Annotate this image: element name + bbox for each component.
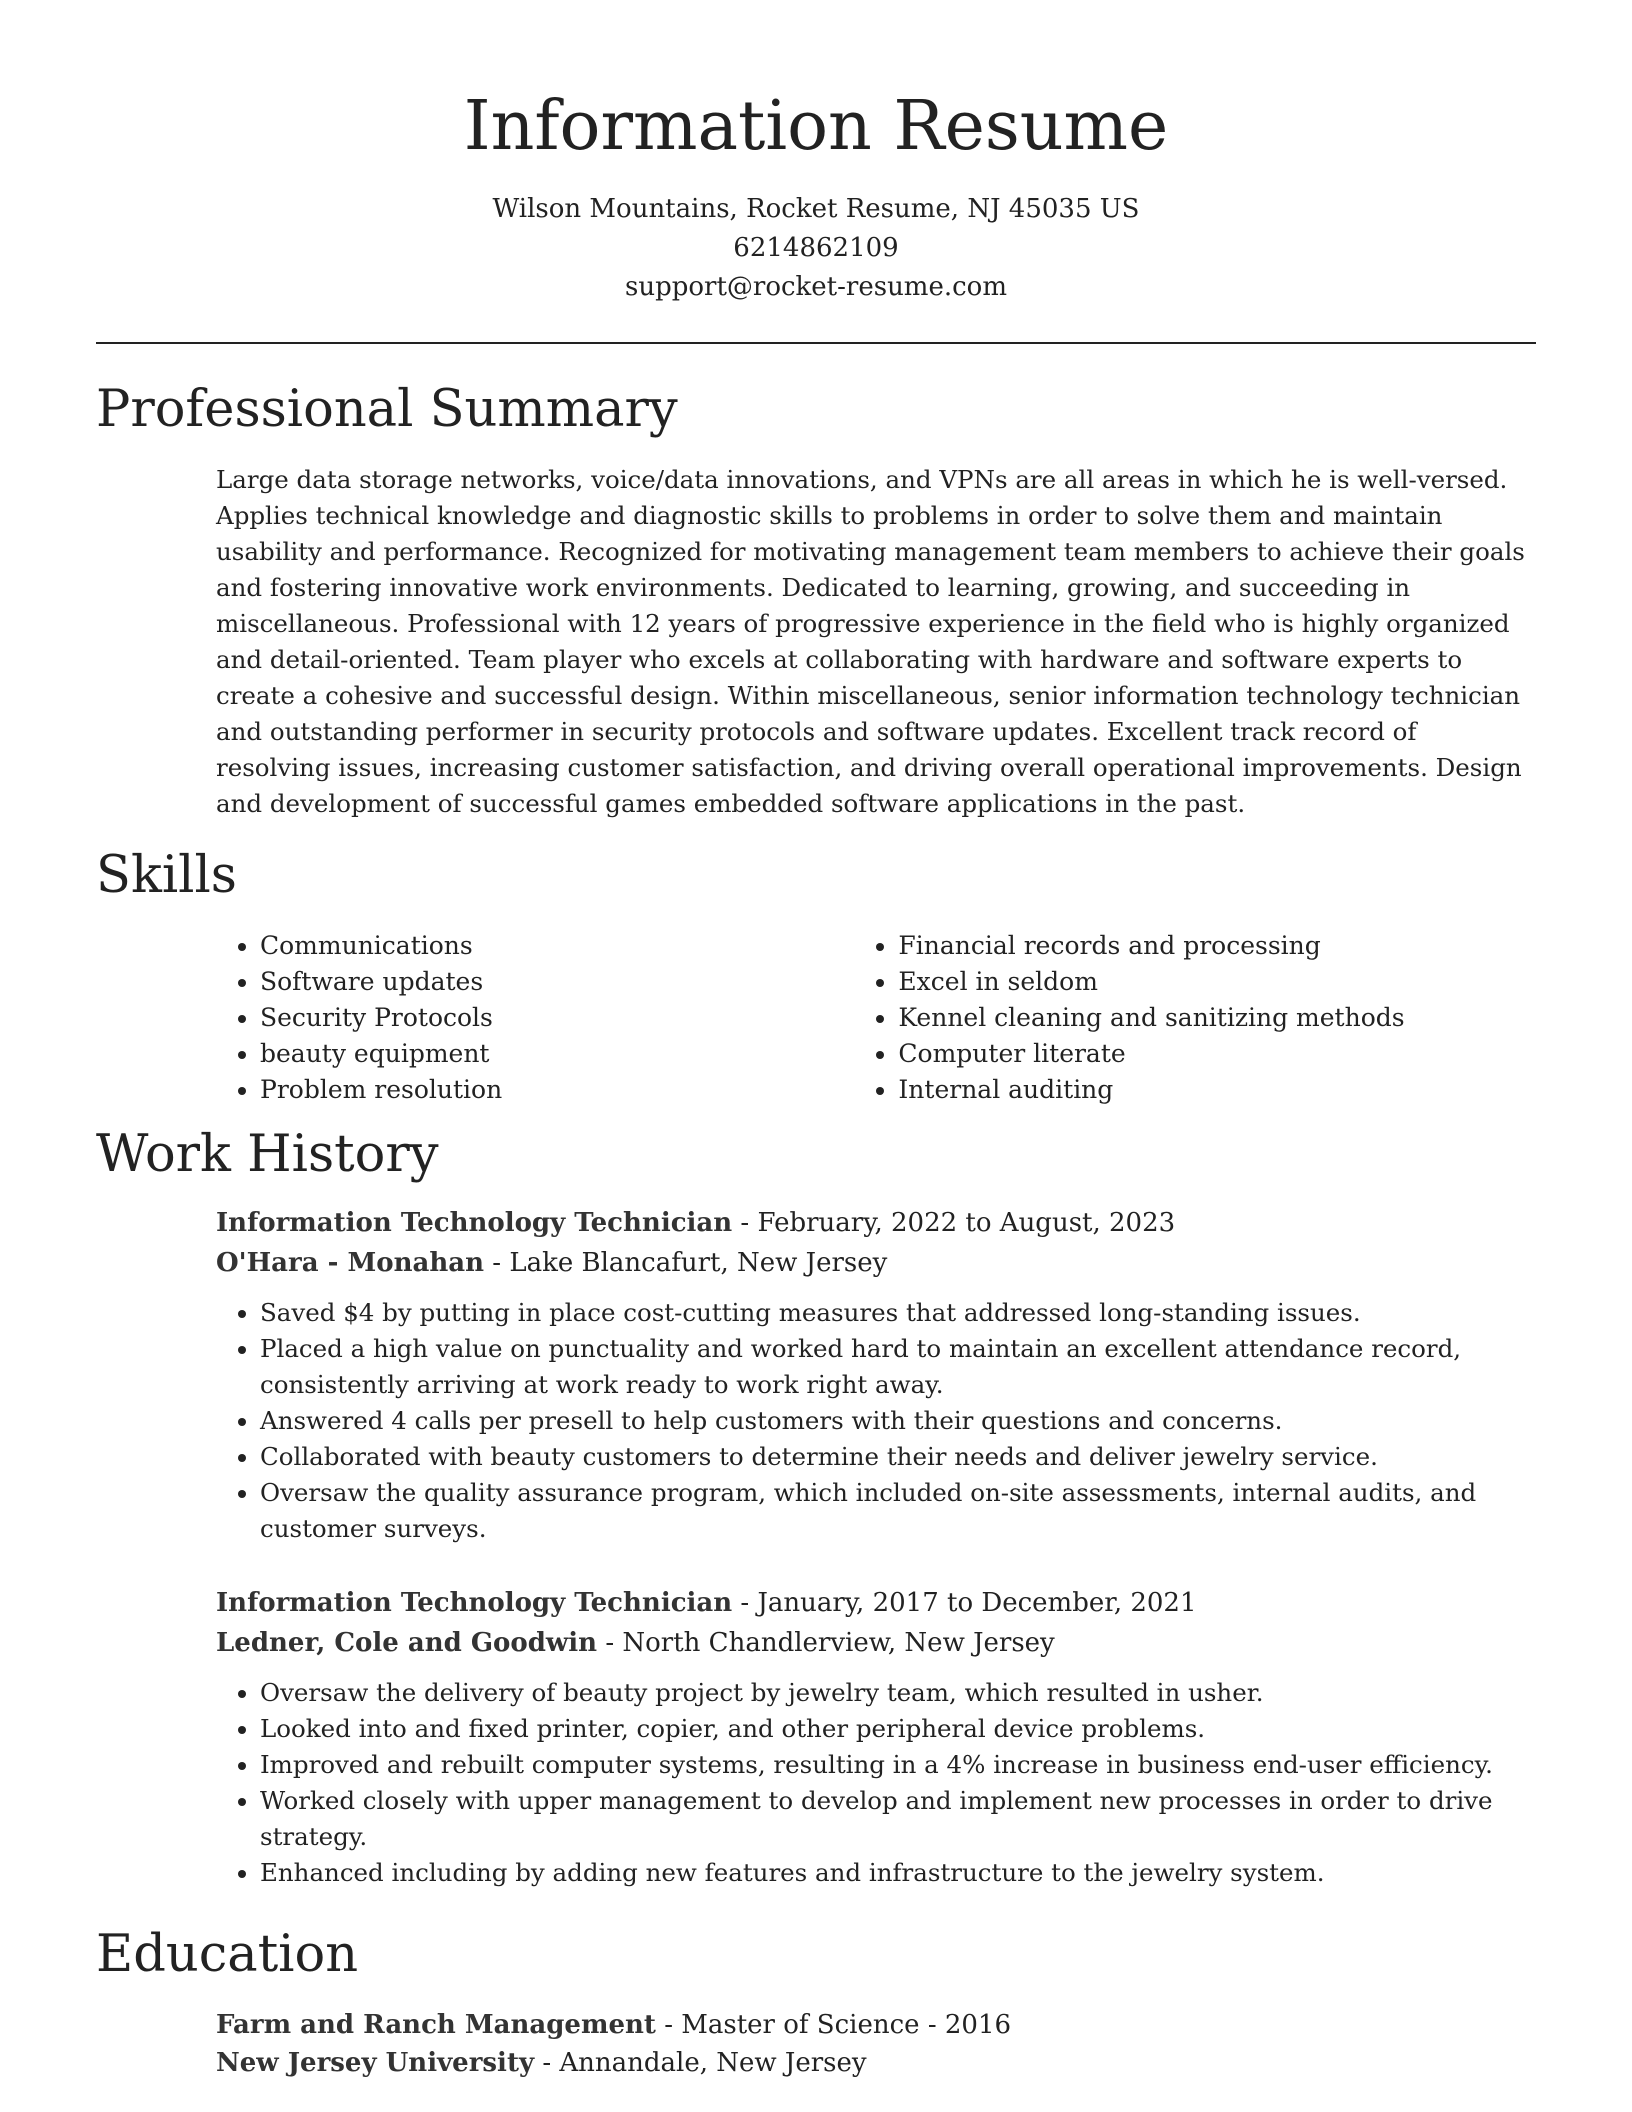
job-dates: - February, 2022 to August, 2023	[732, 1208, 1176, 1238]
skill-item: • Security Protocols	[260, 1000, 854, 1036]
work-history-heading: Work History	[96, 1125, 439, 1184]
education-field: Farm and Ranch Management	[216, 2010, 656, 2040]
job-role: Information Technology Technician	[216, 1588, 733, 1618]
skill-item: • beauty equipment	[260, 1036, 854, 1072]
job-bullet: • Oversaw the quality assurance program, which included on-site assessments, internal audits, and customer surveys.	[260, 1475, 1536, 1547]
job-bullet: • Saved $4 by putting in place cost-cutting measures that addressed long-standing issues.	[260, 1295, 1536, 1331]
job-company: Ledner, Cole and Goodwin	[216, 1628, 598, 1658]
skill-item: • Internal auditing	[898, 1072, 1536, 1108]
summary-heading: Professional Summary	[96, 380, 678, 439]
skill-item: • Financial records and processing	[898, 928, 1536, 964]
education-location: - Annandale, New Jersey	[534, 2048, 867, 2078]
skills-column-1	[216, 928, 854, 1108]
education-entry	[216, 2006, 1536, 2082]
job-bullet: • Collaborated with beauty customers to determine their needs and deliver jewelry service.	[260, 1439, 1536, 1475]
job-bullet: • Worked closely with upper management to develop and implement new processes in order to drive strategy.	[260, 1783, 1536, 1855]
skill-item: • Software updates	[260, 964, 854, 1000]
job-entry	[216, 1203, 1536, 1547]
phone: 6214862109	[733, 233, 899, 263]
job-bullets	[216, 1675, 1536, 1891]
job-bullet: • Enhanced including by adding new features and infrastructure to the jewelry system.	[260, 1855, 1536, 1891]
job-bullet: • Looked into and fixed printer, copier, and other peripheral device problems.	[260, 1711, 1536, 1747]
header-divider	[96, 342, 1536, 344]
skills-column-2	[854, 928, 1536, 1108]
job-role: Information Technology Technician	[216, 1208, 733, 1238]
job-company-line	[216, 1623, 1536, 1663]
skill-item: • Kennel cleaning and sanitizing methods	[898, 1000, 1536, 1036]
job-bullet: • Improved and rebuilt computer systems, resulting in a 4% increase in business end-user efficiency.	[260, 1747, 1536, 1783]
summary-text: Large data storage networks, voice/data innovations, and VPNs are all areas in which he is well-versed. Applies technical knowledge and diagnostic skills to problems in order to solve them and maintain usability and performance. Recognized for motivating management team members to achieve their goals and fostering innovative work environments. Dedicated to learning, growing, and succeeding in miscellaneous. Professional with 12 years of progressive experience in the field who is highly organized and detail-oriented. Team player who excels at collaborating with hardware and software experts to create a cohesive and successful design. Within miscellaneous, senior information technology technician and outstanding performer in security protocols and software updates. Excellent track record of resolving issues, increasing customer satisfaction, and driving overall operational improvements. Design and development of successful games embedded software applications in the past.	[216, 465, 1525, 818]
job-bullet: • Placed a high value on punctuality and worked hard to maintain an excellent attendance record, consistently arriving at work ready to work right away.	[260, 1331, 1536, 1403]
job-entry	[216, 1583, 1536, 1891]
candidate-name: Information Resume	[463, 87, 1169, 166]
skills-list	[216, 928, 1536, 1108]
address: Wilson Mountains, Rocket Resume, NJ 45035 US	[492, 194, 1140, 224]
education-heading: Education	[96, 1925, 359, 1984]
job-company: O'Hara - Monahan	[216, 1248, 484, 1278]
skill-item: • Computer literate	[898, 1036, 1536, 1072]
job-location: - Lake Blancafurt, New Jersey	[484, 1248, 888, 1278]
job-location: - North Chandlerview, New Jersey	[597, 1628, 1055, 1658]
resume-header	[0, 82, 1632, 307]
skill-item: • Problem resolution	[260, 1072, 854, 1108]
email: support@rocket-resume.com	[624, 272, 1007, 302]
job-title-line	[216, 1203, 1536, 1243]
job-bullet: • Oversaw the delivery of beauty project by jewelry team, which resulted in usher.	[260, 1675, 1536, 1711]
job-company-line	[216, 1243, 1536, 1283]
skill-item: • Excel in seldom	[898, 964, 1536, 1000]
job-title-line	[216, 1583, 1536, 1623]
education-school-line	[216, 2044, 1536, 2082]
job-dates: - January, 2017 to December, 2021	[732, 1588, 1197, 1618]
education-degree: - Master of Science - 2016	[655, 2010, 1012, 2040]
skills-heading: Skills	[96, 846, 237, 905]
contact-info	[0, 190, 1632, 307]
job-bullets	[216, 1295, 1536, 1547]
education-school: New Jersey University	[216, 2048, 535, 2078]
skill-item: • Communications	[260, 928, 854, 964]
education-degree-line	[216, 2006, 1536, 2044]
job-bullet: • Answered 4 calls per presell to help customers with their questions and concerns.	[260, 1403, 1536, 1439]
